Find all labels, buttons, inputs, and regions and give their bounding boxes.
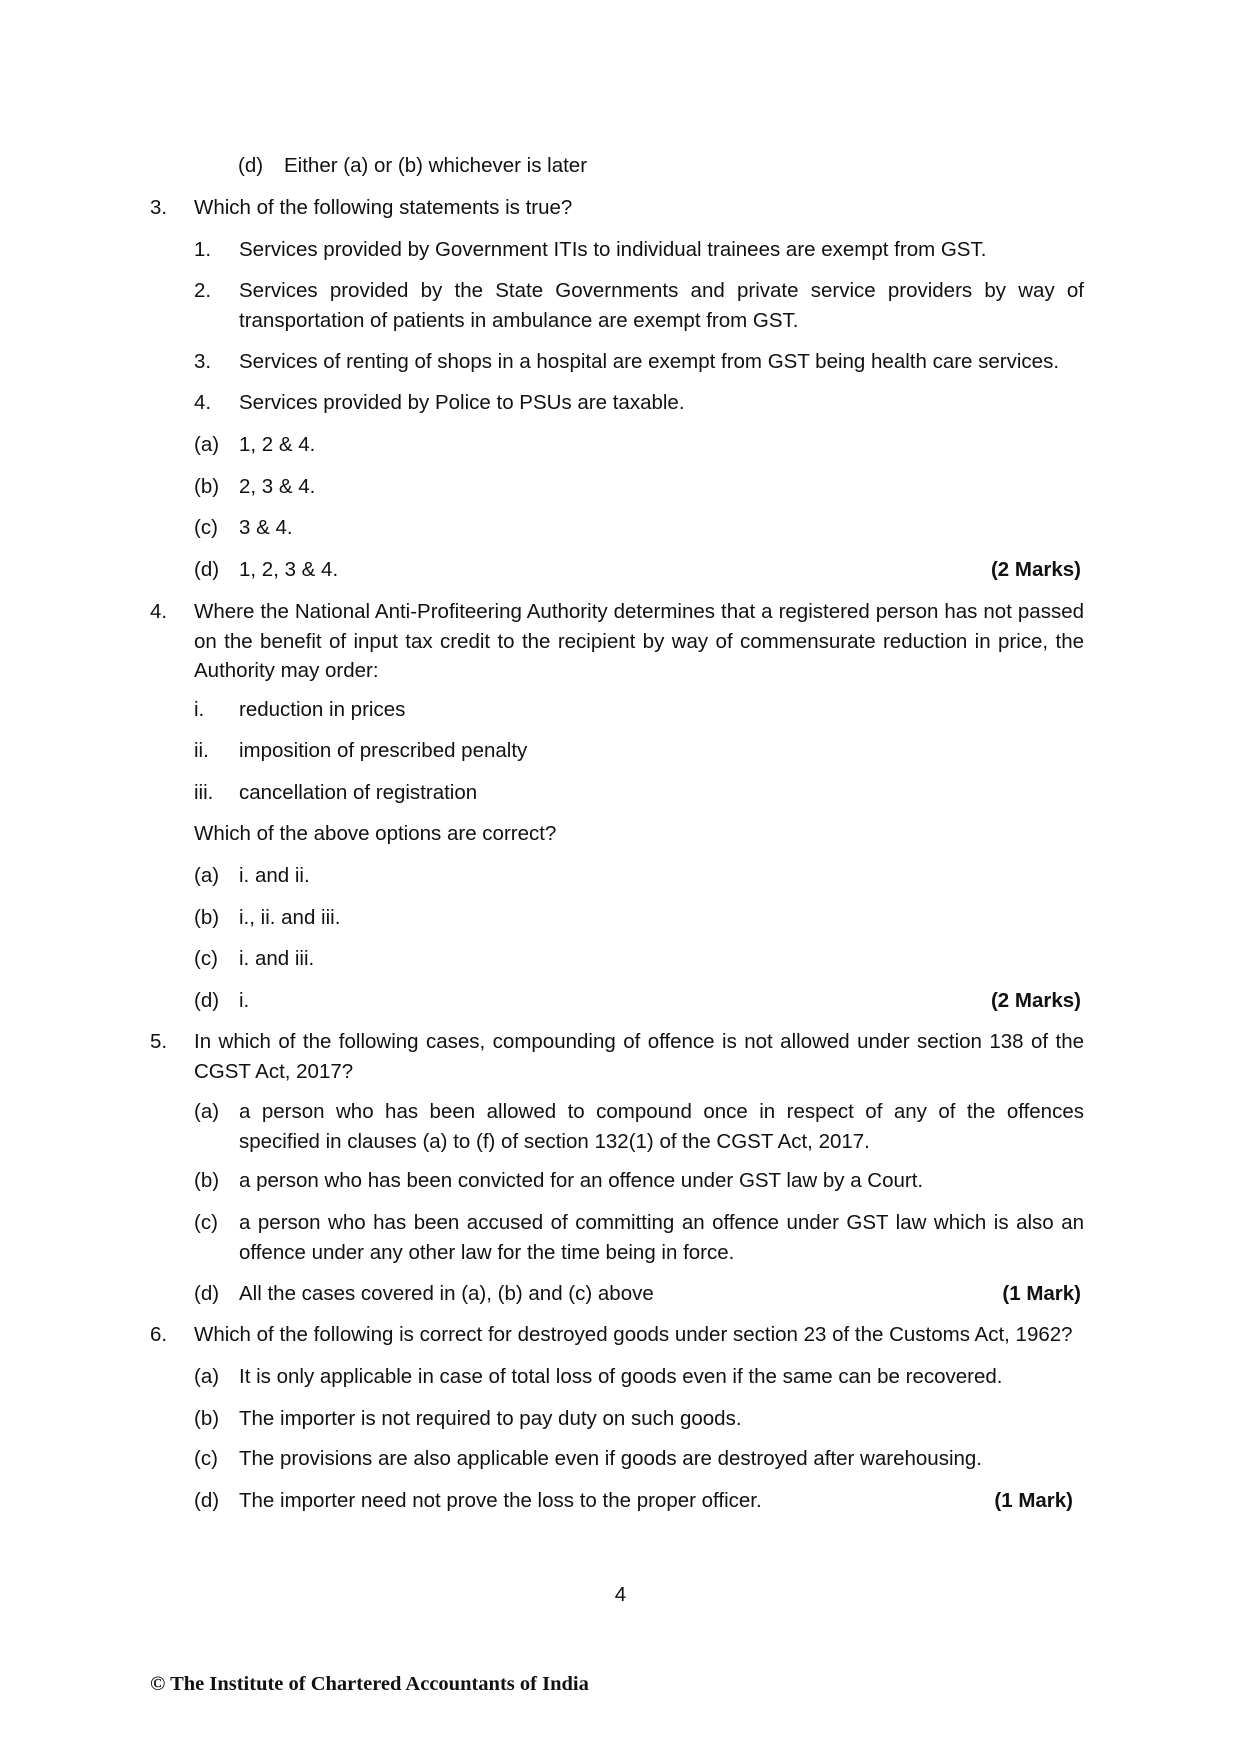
question-number: 5. [150,1030,168,1053]
option-label: (b) [194,1407,220,1430]
option-text: All the cases covered in (a), (b) and (c) above [239,1282,654,1305]
statement-text: Services of renting of shops in a hospital are exempt from GST being health care services. [239,350,1060,373]
option-label: (c) [194,1447,218,1470]
option-text: i. and ii. [239,864,310,887]
option-label: (a) [194,433,220,456]
statement-label: i. [194,698,205,721]
question-number: 3. [150,196,168,219]
option-text: i. and iii. [239,947,315,970]
statement-text: cancellation of registration [239,781,478,804]
option-text: i., ii. and iii. [239,906,341,929]
statement-label: 2. [194,279,212,302]
statement-text: Services provided by Police to PSUs are taxable. [239,391,685,414]
statement-label: 4. [194,391,212,414]
option-text: a person who has been convicted for an offence under GST law by a Court. [239,1169,924,1192]
option-label: (c) [194,947,218,970]
question-text: Which of the following is correct for destroyed goods under section 23 of the Customs Act, 1962? [194,1323,1073,1346]
question-text: In which of the following cases, compounding of offence is not allowed under section 138 of the CGST Act, 2017? [194,1030,1084,1083]
option-label: (b) [194,1169,220,1192]
marks-label: (2 Marks) [990,558,1081,581]
option-label: (a) [194,1100,220,1123]
option-text: a person who has been accused of committing an offence under GST law which is also an offence under any other law for the time being in force. [239,1211,1084,1264]
option-label: (c) [194,1211,218,1234]
option-label: (d) [194,1282,220,1305]
option-label: (a) [194,864,220,887]
question-text: Which of the following statements is true? [194,196,573,219]
option-text: The provisions are also applicable even if goods are destroyed after warehousing. [239,1447,982,1470]
option-label: (d) [194,558,220,581]
option-label: (c) [194,516,218,539]
option-label: (d) [194,1489,220,1512]
marks-label: (1 Mark) [1002,1282,1081,1305]
statement-text: Services provided by Government ITIs to individual trainees are exempt from GST. [239,238,987,261]
question-number: 4. [150,600,168,623]
statement-label: 3. [194,350,212,373]
option-text: Either (a) or (b) whichever is later [284,154,588,177]
marks-label: (1 Mark) [994,1489,1073,1512]
option-label: (b) [194,475,220,498]
statement-text: reduction in prices [239,698,406,721]
option-label: (b) [194,906,220,929]
statement-label: ii. [194,739,209,762]
option-text: The importer need not prove the loss to the proper officer. [239,1489,762,1512]
option-text: 1, 2 & 4. [239,433,316,456]
option-label: (a) [194,1365,220,1388]
statement-label: 1. [194,238,212,261]
option-label: (d) [238,154,264,177]
statement-text: imposition of prescribed penalty [239,739,528,762]
question-text: Where the National Anti-Profiteering Authority determines that a registered person has not passed on the benefit of input tax credit to the recipient by way of commensurate reduction in price, the Authority may order: [194,600,1084,682]
option-text: i. [239,989,250,1012]
option-text: 2, 3 & 4. [239,475,316,498]
option-text: It is only applicable in case of total loss of goods even if the same can be recovered. [239,1365,1003,1388]
question-prompt: Which of the above options are correct? [194,822,557,845]
question-number: 6. [150,1323,168,1346]
option-text: a person who has been allowed to compound once in respect of any of the offences specified in clauses (a) to (f) of section 132(1) of the CGST Act, 2017. [239,1100,1084,1153]
statement-label: iii. [194,781,214,804]
option-text: The importer is not required to pay duty on such goods. [239,1407,742,1430]
option-text: 1, 2, 3 & 4. [239,558,339,581]
page-number: 4 [614,1583,627,1606]
statement-text: Services provided by the State Governments and private service providers by way of transportation of patients in ambulance are exempt from GST. [239,279,1084,332]
marks-label: (2 Marks) [990,989,1081,1012]
option-label: (d) [194,989,220,1012]
footer-copyright: © The Institute of Chartered Accountants of India [150,1673,589,1695]
option-text: 3 & 4. [239,516,293,539]
